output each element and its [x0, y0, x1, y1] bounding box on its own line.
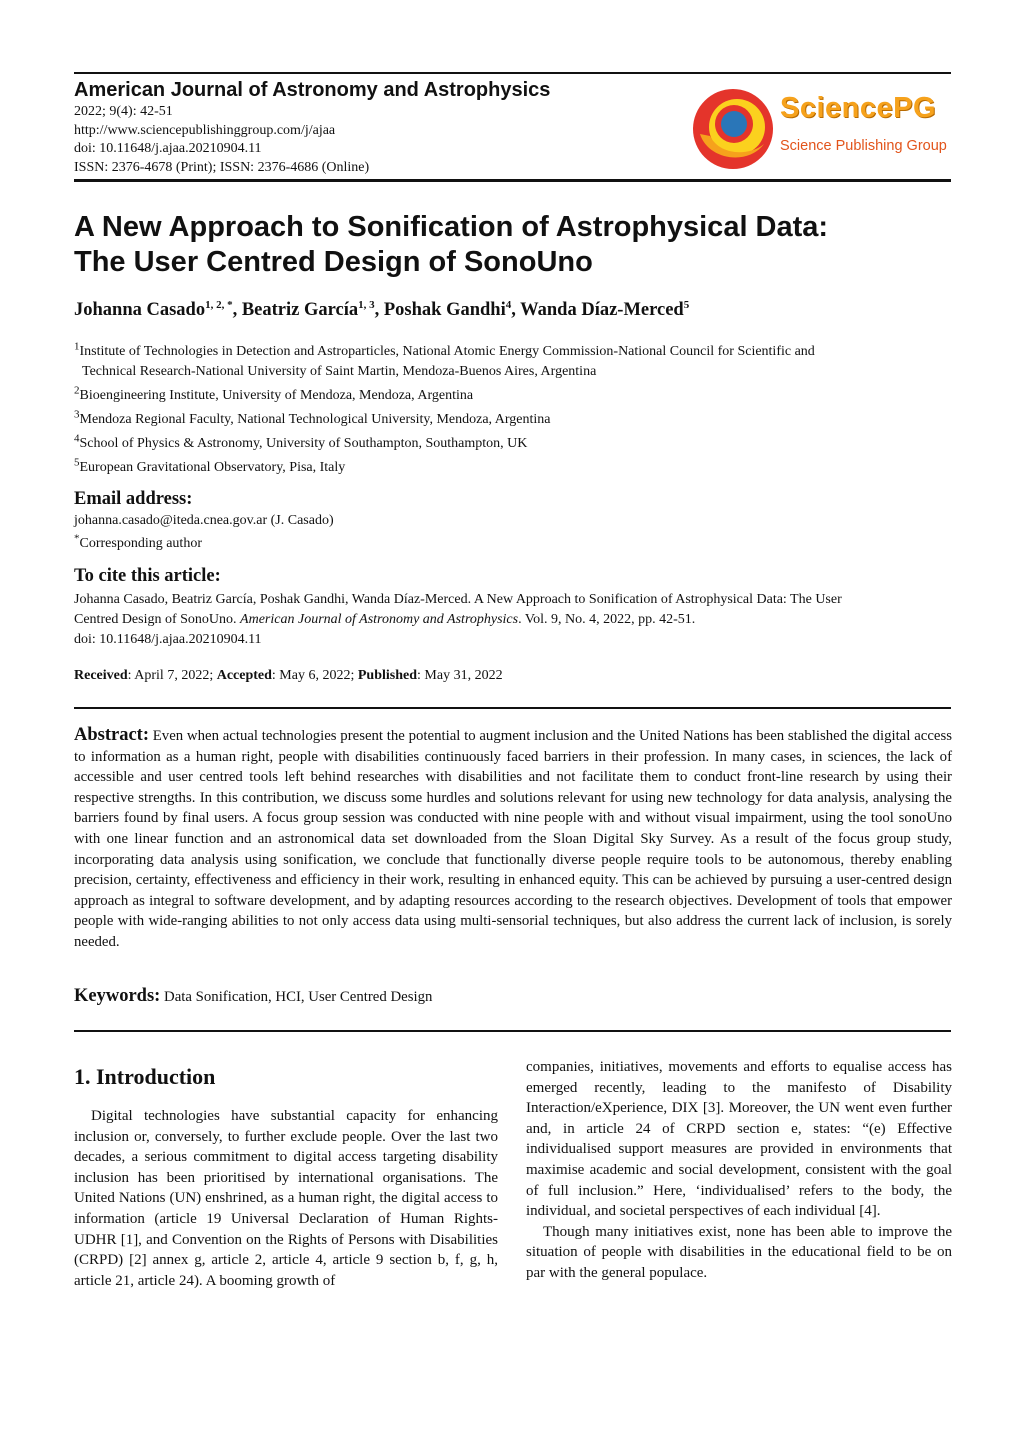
author-sep: , — [511, 300, 521, 320]
affiliation-number: 2 — [74, 384, 80, 397]
published-label: Published — [357, 668, 418, 683]
paper-title-line1: A New Approach to Sonification of Astrophysical Data: — [74, 211, 829, 243]
author-name: Beatriz García — [241, 300, 359, 320]
affiliation-number: 5 — [74, 456, 80, 469]
citation-line2 — [74, 610, 954, 630]
keywords-bottom-rule — [74, 1030, 951, 1032]
author-name: Wanda Díaz-Merced — [520, 300, 684, 320]
journal-name: American Journal of Astronomy and Astrophysics — [74, 79, 551, 101]
publisher-logo-name: SciencePG — [780, 92, 937, 124]
accepted-date: : May 6, 2022; — [271, 668, 358, 683]
sciencepg-swirl-icon — [690, 86, 776, 172]
body-column-right — [526, 1057, 952, 1284]
abstract — [74, 725, 952, 953]
affiliation-number: 3 — [74, 408, 80, 421]
author-list — [74, 300, 689, 321]
header-bottom-rule — [74, 179, 951, 182]
affiliation-2 — [74, 386, 954, 406]
email-address[interactable]: johanna.casado@iteda.cnea.gov.ar (J. Casado) — [74, 513, 334, 528]
author-name: Poshak Gandhi — [383, 300, 506, 320]
author-sep: , — [232, 300, 242, 320]
journal-doi: doi: 10.11648/j.ajaa.20210904.11 — [74, 141, 262, 156]
paragraph: companies, initiatives, movements and efforts to equalise access has emerged recently, leading to the manifesto of Disability Interaction/eXperience, DIX [3]. Moreover, the UN went even further and, in article 24 of CRPD section e, states: “(e) Effective individualised support measures are provided in environments that maximise academic and social development, consistent with the goal of full inclusion.” Here, ‘individualised’ refers to the body, the individual, and societal perspectives of each individual [4]. — [526, 1059, 952, 1220]
citation-doi: doi: 10.11648/j.ajaa.20210904.11 — [74, 632, 262, 647]
section-heading-introduction: 1. Introduction — [74, 1064, 216, 1089]
paper-title-line2: The User Centred Design of SonoUno — [74, 246, 593, 278]
citation-journal: American Journal of Astronomy and Astrophysics — [240, 612, 519, 627]
received-label: Received — [74, 668, 128, 683]
affiliation-number: 1 — [74, 340, 80, 353]
article-dates — [74, 666, 954, 686]
affiliation-3 — [74, 410, 954, 430]
body-column-left — [74, 1106, 498, 1291]
affiliation-5 — [74, 458, 954, 478]
email-heading: Email address: — [74, 489, 193, 509]
journal-volume: 2022; 9(4): 42-51 — [74, 104, 173, 119]
journal-url[interactable]: http://www.sciencepublishinggroup.com/j/ajaa — [74, 122, 336, 138]
abstract-label: Abstract: — [74, 725, 150, 745]
affiliation-4 — [74, 434, 954, 454]
paragraph: Digital technologies have substantial capacity for enhancing inclusion or, conversely, to further exclude people. Over the last two decades, a serious commitment to digital access targeting disability inclusion has been prioritised by international organisations. The United Nations (UN) enshrined, as a human right, the digital access to information (article 19 Universal Declaration of Human Rights-UDHR [1], and Convention on the Rights of Persons with Disabilities (CRPD) [2] annex g, article 2, article 4, article 9 section b, f, g, h, article 21, article 24). A booming growth of — [74, 1108, 498, 1289]
cite-heading: To cite this article: — [74, 566, 221, 586]
paragraph: Though many initiatives exist, none has been able to improve the situation of people with disabilities in the educational field to be on par with the general populace. — [526, 1223, 952, 1281]
affiliation-number: 4 — [74, 432, 80, 445]
author-sup: 1, 2, * — [205, 298, 233, 311]
citation-line1: Johanna Casado, Beatriz García, Poshak Gandhi, Wanda Díaz-Merced. A New Approach to Sonification of Astrophysical Data: The User — [74, 592, 842, 607]
keywords-label: Keywords: — [74, 986, 161, 1006]
publisher-logo-subtitle: Science Publishing Group — [780, 138, 947, 154]
keywords-text: Data Sonification, HCI, User Centred Design — [164, 989, 433, 1005]
affiliation-1 — [74, 342, 954, 382]
author-sup: 5 — [683, 298, 690, 311]
accepted-label: Accepted — [216, 668, 272, 683]
publisher-logo — [690, 86, 952, 172]
journal-issn: ISSN: 2376-4678 (Print); ISSN: 2376-4686 (Online) — [74, 159, 370, 175]
affiliation-text: School of Physics & Astronomy, University of Southampton, Southampton, UK — [79, 436, 528, 451]
published-date: : May 31, 2022 — [417, 668, 503, 683]
affiliation-text: Mendoza Regional Faculty, National Technological University, Mendoza, Argentina — [79, 412, 551, 427]
affiliation-text: Bioengineering Institute, University of Mendoza, Mendoza, Argentina — [79, 388, 474, 403]
corresponding-mark: * — [74, 532, 80, 545]
author-sep: , — [374, 300, 384, 320]
abstract-top-rule — [74, 707, 951, 709]
citation — [74, 590, 954, 650]
corresponding-author-note — [74, 534, 954, 554]
affiliation-text: European Gravitational Observatory, Pisa, Italy — [79, 460, 346, 475]
paper-title — [74, 210, 954, 280]
citation-text: Centred Design of SonoUno. — [74, 612, 241, 627]
affiliation-text-cont: Technical Research-National University of Saint Martin, Mendoza-Buenos Aires, Argentina — [82, 364, 597, 379]
affiliation-text: Institute of Technologies in Detection and Astroparticles, National Atomic Energy Commission-National Council for Scientific and — [79, 344, 815, 359]
citation-volume: . Vol. 9, No. 4, 2022, pp. 42-51. — [518, 612, 696, 627]
author-name: Johanna Casado — [74, 300, 206, 320]
author-sup: 1, 3 — [358, 298, 375, 311]
header-top-rule — [74, 72, 951, 74]
received-date: : April 7, 2022; — [127, 668, 217, 683]
abstract-text: Even when actual technologies present the potential to augment inclusion and the United Nations has been stablished the digital access to information as a human right, people with disabilities continuously faced barriers in their profession. In many cases, in sciences, the lack of accessible and user centred tools left behind researches with disabilities and not facilitate them to conduct front-line research by using their respective strengths. In this contribution, we discuss some hurdles and solutions relevant for using new technology for data analysis, analysing the barriers found by final users. A focus group session was conducted with nine people with and without visual impairment, using the tool sonoUno with one linear function and an astronomical data set downloaded from the Sloan Digital Sky Survey. As a result of the focus group study, incorporating data analysis using sonification, we conclude that functionally diverse people require tools to be autonomous, thereby enabling precision, certainty, effectiveness and efficiency in their work, resulting in enhanced equity. This can be achieved by pursuing a user-centred design approach as integral to software development, and by adapting resources according to the research objectives. Development of tools that empower people with wide-ranging abilities to not only access data using multi-sensorial techniques, but also address the current lack of inclusion, is sorely needed. — [74, 728, 952, 950]
journal-meta — [74, 103, 369, 177]
corresponding-text: Corresponding author — [79, 536, 202, 551]
author-sup: 4 — [505, 298, 512, 311]
keywords — [74, 986, 432, 1007]
